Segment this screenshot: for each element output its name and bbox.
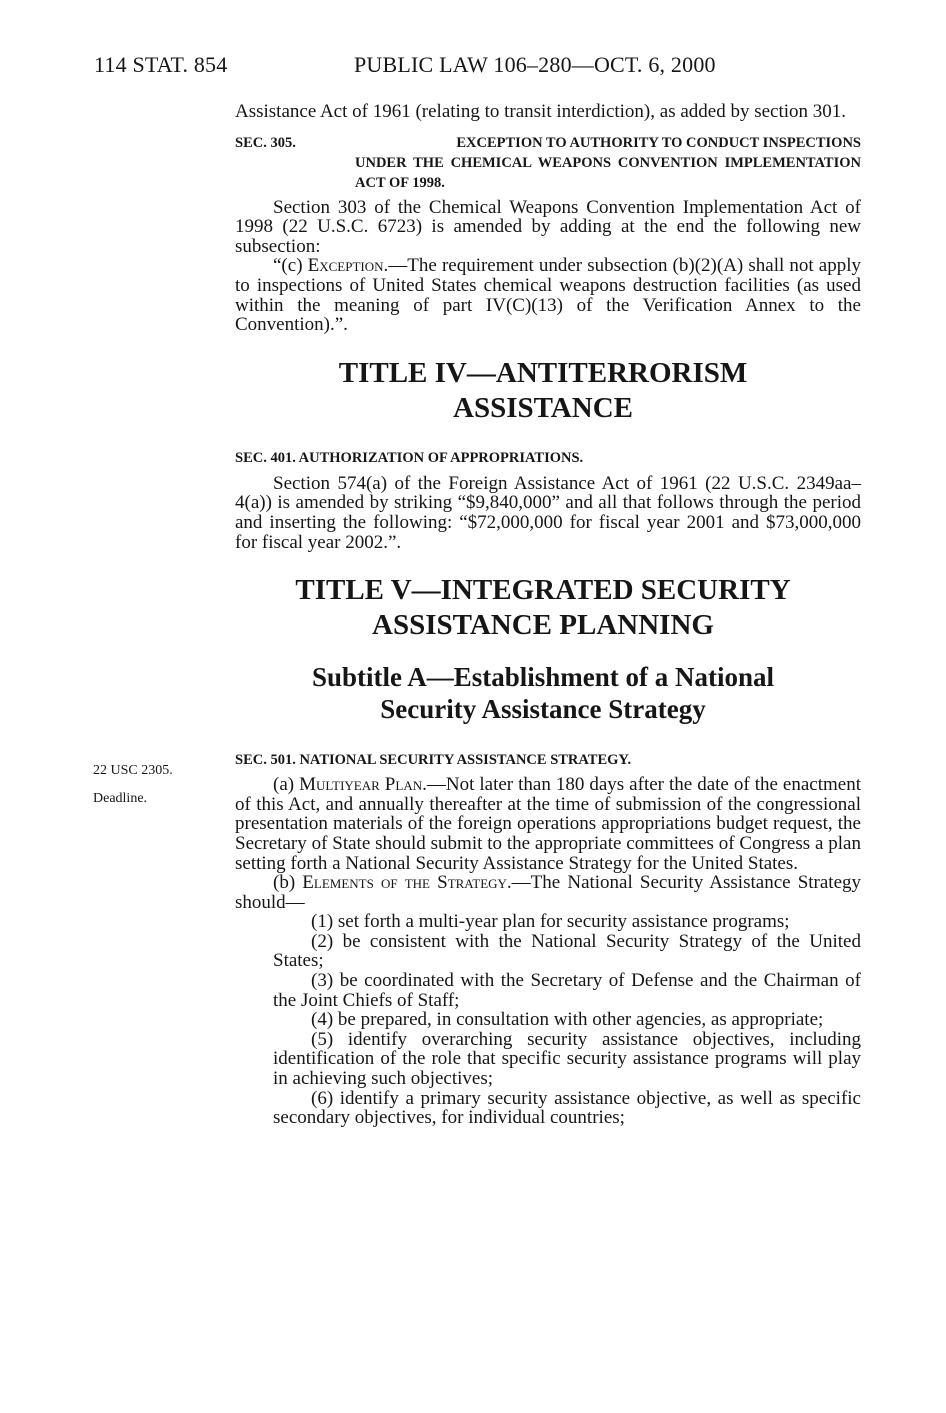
subsection-a-prefix: (a) — [273, 774, 300, 796]
margin-note-deadline: Deadline. — [93, 791, 148, 806]
list-item: (6) identify a primary security assistance objective, as well as specific secondary objectives, for individual countries; — [273, 1087, 861, 1129]
subtitle-a-heading — [225, 661, 861, 725]
subsection-b-heading: Elements of the Strategy — [302, 872, 507, 894]
margin-note-usc: 22 USC 2305. — [93, 763, 173, 778]
subtitle-a-line2: Security Assistance Strategy — [380, 694, 706, 725]
list-item: (4) be prepared, in consultation with other agencies, as appropriate; — [311, 1009, 824, 1031]
title-iv-heading — [225, 356, 861, 426]
subsection-c-body: .—The requirement under subsection (b)(2)(A) shall not apply to inspections of United States chemical weapons destruction facilities (as used within the meaning of part IV(C)(13) of the Verification Annex to the Convention).”. — [235, 255, 861, 336]
list-item: (1) set forth a multi-year plan for security assistance programs; — [311, 911, 790, 933]
sec-305-title-line1: EXCEPTION TO AUTHORITY TO CONDUCT INSPECTIONS — [456, 134, 861, 151]
title-v-line2: ASSISTANCE PLANNING — [372, 609, 714, 642]
sec-501-subsection-a — [235, 775, 861, 873]
title-v-heading — [225, 573, 861, 643]
main-column — [235, 102, 861, 1128]
subsection-a-heading: Multiyear Plan — [299, 774, 423, 796]
title-v-line1: TITLE V—INTEGRATED SECURITY — [295, 574, 791, 607]
sec-501-heading: SEC. 501. NATIONAL SECURITY ASSISTANCE STRATEGY. — [235, 752, 632, 769]
list-item: (2) be consistent with the National Security Strategy of the United States; — [273, 930, 861, 972]
intro-text: Assistance Act of 1961 (relating to transit interdiction), as added by section 301. — [235, 101, 847, 122]
subsection-b-body: .—The National Security Assistance Strategy should— — [235, 872, 862, 913]
title-iv-line2: ASSISTANCE — [453, 391, 633, 424]
subsection-a-body: .—Not later than 180 days after the date of the enactment of this Act, and annually thereafter at the time of submission of the congressional presentation materials of the foreign operations appropriations budget request, the Secretary of State should submit to the appropriate committees of Congress a plan setting forth a National Security Assistance Strategy for the United States. — [235, 774, 861, 874]
list-item: (3) be coordinated with the Secretary of Defense and the Chairman of the Joint Chiefs of Staff; — [273, 970, 861, 1011]
subsection-c-prefix: “(c) — [273, 255, 308, 277]
page-stat-number: 114 STAT. 854 — [94, 52, 228, 77]
list-item: (5) identify overarching security assistance objectives, including identification of the role that specific security assistance programs will play in achieving such objectives; — [273, 1028, 861, 1090]
sec-305-body: Section 303 of the Chemical Weapons Convention Implementation Act of 1998 (22 U.S.C. 6723) is amended by adding at the end the following new subsection: — [235, 196, 861, 257]
title-iv-line1: TITLE IV—ANTITERRORISM — [338, 356, 748, 389]
sec-401-heading: SEC. 401. AUTHORIZATION OF APPROPRIATIONS. — [235, 449, 584, 466]
page-law-header: PUBLIC LAW 106–280—OCT. 6, 2000 — [354, 52, 716, 77]
subsection-c-heading: Exception — [307, 255, 384, 277]
sec-305-subsection-c — [235, 256, 861, 334]
sec-501-subsection-b — [235, 873, 861, 912]
sec-305-label: SEC. 305. — [235, 134, 296, 151]
subtitle-a-line1: Subtitle A—Establishment of a National — [311, 662, 775, 693]
sec-401-body: Section 574(a) of the Foreign Assistance Act of 1961 (22 U.S.C. 2349aa–4(a)) is amended by striking “$9,840,000” and all that follows through the period and inserting the following: “$72,000,000 for fiscal year 2001 and $73,000,000 for fiscal year 2002.”. — [235, 472, 861, 553]
subsection-b-prefix: (b) — [273, 872, 303, 894]
strategy-elements-list — [235, 912, 861, 1128]
sec-305-heading — [235, 133, 861, 193]
sec-305-title-rest: UNDER THE CHEMICAL WEAPONS CONVENTION IMPLEMENTATION ACT OF 1998. — [355, 154, 861, 191]
